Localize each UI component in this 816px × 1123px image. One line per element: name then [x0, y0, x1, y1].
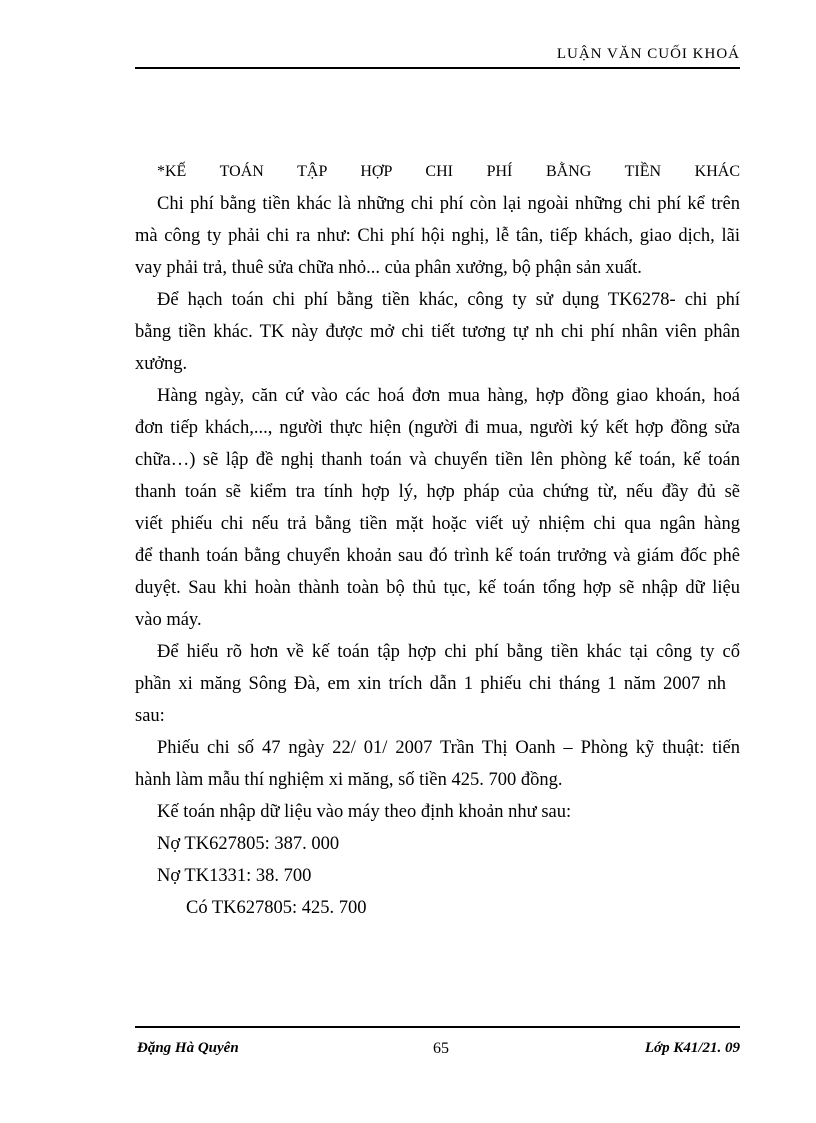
section-heading: *KẾ TOÁN TẬP HỢP CHI PHÍ BẰNG TIỀN KHÁC [157, 163, 740, 180]
text-line: Chi phí bằng tiền khác là những chi phí còn lại ngoài những chi phí kể trên [157, 194, 740, 214]
text-line: Để hiểu rõ hơn về kế toán tập hợp chi phí bằng tiền khác tại công ty cổ [157, 642, 740, 662]
text-line: viết phiếu chi nếu trả bằng tiền mặt hoặc viết uỷ nhiệm chi qua ngân hàng [135, 514, 740, 534]
text-line: Để hạch toán chi phí bằng tiền khác, công ty sử dụng TK6278- chi phí [157, 290, 740, 310]
text-line: sau: [135, 706, 165, 726]
text-line: đơn tiếp khách,..., người thực hiện (người đi mua, người ký kết hợp đồng sửa [135, 418, 740, 438]
credit-entry: Có TK627805: 425. 700 [186, 898, 367, 918]
footer-rule [135, 1026, 740, 1028]
debit-entry: Nợ TK1331: 38. 700 [157, 866, 312, 886]
text-line: chữa…) sẽ lập đề nghị thanh toán và chuyển tiền lên phòng kế toán, kế toán [135, 450, 740, 470]
text-line: thanh toán sẽ kiểm tra tính hợp lý, hợp pháp của chứng từ, nếu đầy đủ sẽ [135, 482, 740, 502]
text-line: hành làm mẫu thí nghiệm xi măng, số tiền 425. 700 đồng. [135, 770, 563, 790]
text-line: vay phải trả, thuê sửa chữa nhỏ... của phân xưởng, bộ phận sản xuất. [135, 258, 642, 278]
debit-entry: Nợ TK627805: 387. 000 [157, 834, 340, 854]
text-line: vào máy. [135, 610, 202, 630]
text-line: Phiếu chi số 47 ngày 22/ 01/ 2007 Trần Thị Oanh – Phòng kỹ thuật: tiến [157, 738, 740, 758]
footer-author: Đặng Hà Quyên [137, 1040, 239, 1056]
footer-class: Lớp K41/21. 09 [644, 1040, 740, 1056]
text-line: bằng tiền khác. TK này được mở chi tiết tương tự nh chi phí nhân viên phân [135, 322, 740, 342]
text-line: mà công ty phải chi ra như: Chi phí hội nghị, lễ tân, tiếp khách, giao dịch, lãi [135, 226, 740, 246]
text-line: để thanh toán bằng chuyển khoản sau đó trình kế toán trưởng và giám đốc phê [135, 546, 740, 566]
text-line: Kế toán nhập dữ liệu vào máy theo định khoản như sau: [157, 802, 572, 822]
document-body [135, 156, 740, 924]
text-line: Hàng ngày, căn cứ vào các hoá đơn mua hàng, hợp đồng giao khoán, hoá [157, 386, 740, 406]
header-rule [135, 67, 740, 69]
text-line: xưởng. [135, 354, 188, 374]
text-line: phần xi măng Sông Đà, em xin trích dẫn 1 phiếu chi tháng 1 năm 2007 nh [135, 674, 726, 694]
running-header: LUẬN VĂN CUỐI KHOÁ [556, 46, 740, 62]
page-number: 65 [433, 1040, 449, 1057]
text-line: duyệt. Sau khi hoàn thành toàn bộ thủ tục, kế toán tổng hợp sẽ nhập dữ liệu [135, 578, 740, 598]
